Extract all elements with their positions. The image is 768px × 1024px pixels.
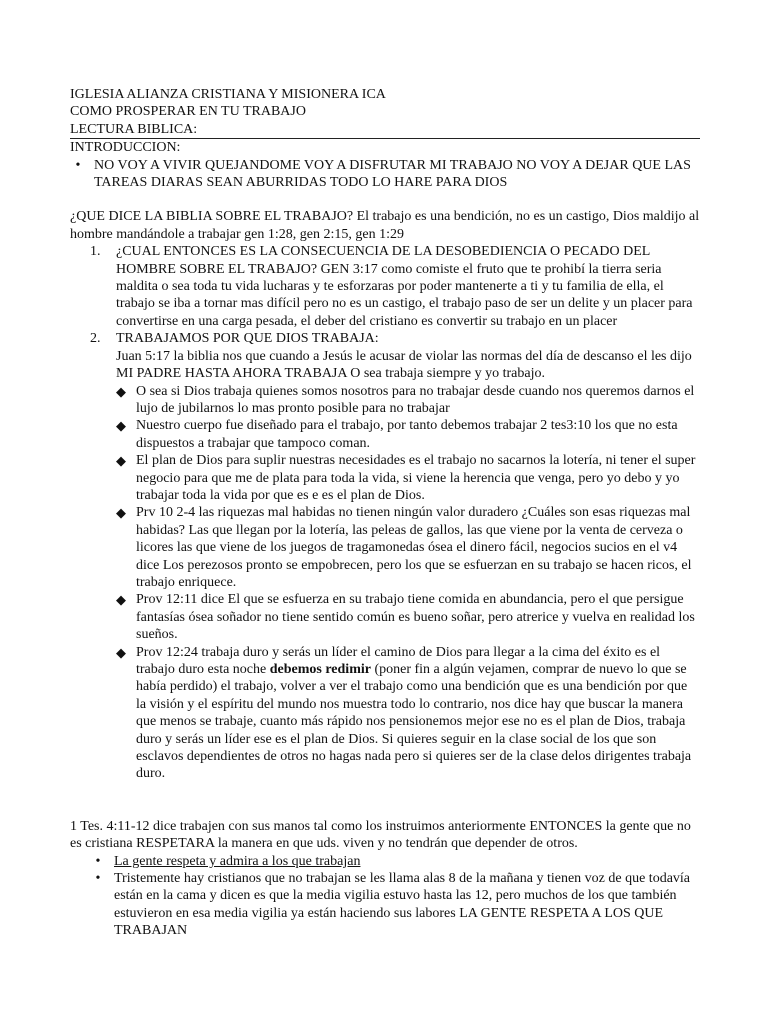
sub-bullet-item — [70, 417, 700, 452]
bullet-marker: • — [95, 871, 101, 887]
final-bullet-text: Tristemente hay cristianos que no trabajan se les llama alas 8 de la mañana y tienen voz de que todavía están en la cama y dicen es que la media vigilia estuvo hasta las 12, pero muchos de los que también estuvieron en esa media vigilia ya están haciendo sus labores LA GENTE RESPETA A LOS QUE TRABAJAN — [114, 871, 691, 939]
intro-label: INTRODUCCION: — [70, 140, 181, 156]
sub-bullet-item — [70, 504, 700, 591]
item-text: ¿CUAL ENTONCES ES LA CONSECUENCIA DE LA DESOBEDIENCIA O PECADO DEL HOMBRE SOBRE EL TRABAJO? GEN 3:17 como comiste el fruto que te prohibí la tierra seria maldita o sea toda tu vida lucharas y te esforzaras por poder mantenerte a ti y tu familia de ella, el trabajo se iba a tornar mas difícil pero no es un castigo, el trabajo paso de ser un delite y un placer para convertirse en una carga pesada, el deber del cristiano es convertir su trabajo en un placer — [116, 244, 693, 329]
numbered-item-2 — [70, 330, 700, 347]
text-run: Prov 12:24 trabaja duro y serás un líder el camino de Dios para llegar a la cima del éxito es el trabajo duro esta noche — [136, 644, 661, 677]
diamond-bullet-icon: ◆ — [116, 592, 126, 608]
final-bullet-2 — [90, 870, 700, 940]
spacer — [70, 191, 700, 208]
bullet-marker: • — [95, 853, 101, 869]
intro-bullet — [70, 157, 700, 192]
bullet-marker: • — [75, 157, 81, 173]
numbered-item-1 — [70, 243, 700, 330]
church-name: IGLESIA ALIANZA CRISTIANA Y MISIONERA ICA — [70, 87, 386, 102]
item-number: 2. — [90, 331, 101, 347]
diamond-bullet-icon: ◆ — [116, 644, 126, 660]
item-number: 1. — [90, 244, 101, 260]
sub-bullet-text: Prov 12:11 dice El que se esfuerza en su trabajo tiene comida en abundancia, pero el que persigue fantasías ósea soñador no tiene sentido común es bueno soñar, pero atrerice y vuelva en realidad los sueños. — [136, 592, 695, 643]
sub-bullet-text: O sea si Dios trabaja quienes somos nosotros para no trabajar desde cuando nos queremos darnos el lujo de jubilarnos lo mas pronto posible para no trabajar — [136, 383, 695, 416]
reading-label: LECTURA BIBLICA: — [70, 121, 700, 139]
intro-bullet-text: NO VOY A VIVIR QUEJANDOME VOY A DISFRUTAR MI TRABAJO NO VOY A DEJAR QUE LAS TAREAS DIARAS SEAN ABURRIDAS TODO LO HARE PARA DIOS — [94, 157, 691, 191]
sermon-title: COMO PROSPERAR EN TU TRABAJO — [70, 104, 306, 120]
tes-paragraph: 1 Tes. 4:11-12 dice trabajen con sus manos tal como los instruimos anteriormente ENTONCES la gente que no es cristiana RESPETARA la manera en que uds. viven y no tendrán que depender de otros. — [70, 818, 691, 852]
diamond-bullet-icon: ◆ — [116, 505, 126, 521]
sub-bullet-item — [70, 383, 700, 418]
john-paragraph: Juan 5:17 la biblia nos que cuando a Jesús le acusar de violar las normas del día de descanso el les dijo MI PADRE HASTA AHORA TRABAJA O sea trabaja siempre y yo trabajo. — [116, 348, 692, 382]
sub-bullet-item — [70, 644, 700, 783]
diamond-bullet-icon: ◆ — [116, 453, 126, 469]
sub-bullet-text: Prv 10 2-4 las riquezas mal habidas no tienen ningún valor duradero ¿Cuáles son esas riquezas mal habidas? Las que llegan por la lotería, las peleas de gallos, las que viene por la venta de cerveza o licores las que viene de los juegos de tragamonedas ósea el dinero fácil, negocios sucios en el v4 dice Los perezosos pronto se empobrecen, pero los que se esfuerzan en su trabajo se hacen ricos, el trabajo enriquece. — [136, 505, 692, 590]
diamond-bullet-icon: ◆ — [116, 418, 126, 434]
sub-bullet-text — [136, 645, 691, 782]
sub-bullet-item — [70, 591, 700, 643]
final-bullet-text: La gente respeta y admira a los que trabajan — [114, 853, 361, 869]
final-bullet-1 — [90, 853, 700, 870]
spacer — [70, 783, 700, 818]
sub-bullet-text: El plan de Dios para suplir nuestras necesidades es el trabajo no sacarnos la lotería, ni tener el super negocio para que me de plata para toda la vida, si viene la herencia que venga, pero yo debo y yo trabajar toda la vida por que es e es el plan de Dios. — [136, 453, 696, 503]
item-text: TRABAJAMOS POR QUE DIOS TRABAJA: — [116, 331, 379, 347]
document-body — [70, 86, 700, 940]
sub-bullet-item — [70, 452, 700, 504]
text-run: (poner fin a algún vejamen, comprar de nuevo lo que se había perdido) el trabajo, volver a ver el trabajo como una bendición que es una bendición por que la visión y el espíritu del mundo nos muestra todo lo contrario, nos dice hay que buscar la manera que menos se trabaje, cuanto más rápido nos pensionemos mejor ese no es el plan de Dios, trabaja duro y serás un líder ese es el plan de Dios. Si quieres seguir en la clase social de los que son esclavos dependientes de otros no hagas nada pero si quieres ser de la clase delos dirigentes trabaja duro. — [136, 662, 692, 782]
question-paragraph: ¿QUE DICE LA BIBLIA SOBRE EL TRABAJO? El trabajo es una bendición, no es un castigo, Dios maldijo al hombre mandándole a trabajar gen 1:28, gen 2:15, gen 1:29 — [70, 209, 700, 242]
diamond-bullet-icon: ◆ — [116, 383, 126, 399]
sub-bullet-list — [70, 383, 700, 783]
sub-bullet-text: Nuestro cuerpo fue diseñado para el trabajo, por tanto debemos trabajar 2 tes3:10 los que no esta dispuestos a trabajar que tampoco coman. — [136, 418, 678, 451]
numbered-list — [70, 243, 700, 347]
bold-phrase: debemos redimir — [269, 662, 371, 677]
